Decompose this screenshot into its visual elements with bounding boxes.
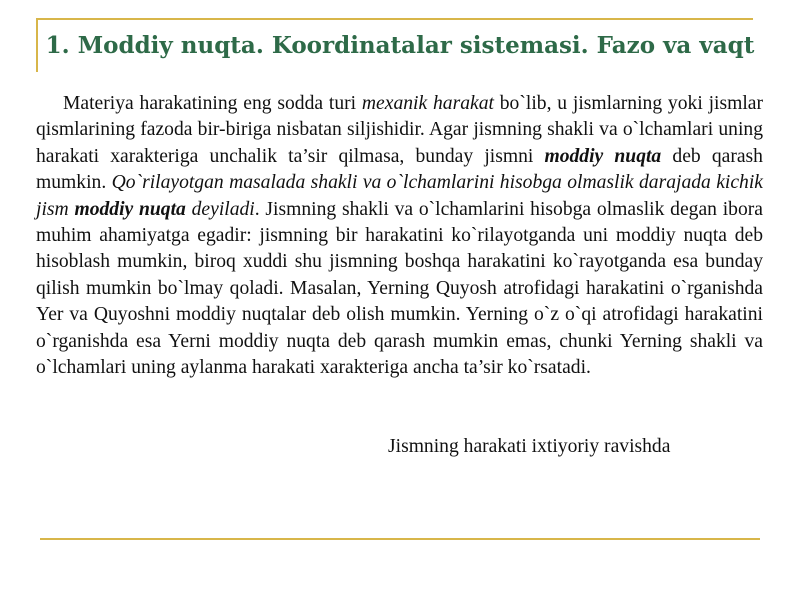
text-span: . Jismning shakli va o`lchamlarini hisobga olmaslik degan ibora muhim ahamiyatga egadir: jismning bir harakatini ko`rilayotganda uni moddiy nuqta deb hisoblash mumkin, biroq xuddi shu jismning boshqa harakatini ko`rayotganda esa bunday qilish mumkin bo`lmay qoladi. Masalan, Yerning Quyosh atrofidagi harakatini o`rganishda Yer va Quyoshni moddiy nuqtalar deb olish mumkin. Yerning o`z o`qi atrofidagi harakatini o`rganishda esa Yerni moddiy nuqta deb qarash mumkin emas, chunki Yerning shakli va o`lchamlari uning aylanma harakati xarakteriga ancha ta’sir ko`rsatadi.: [36, 198, 763, 379]
bold-italic-term-moddiy-nuqta: moddiy nuqta: [544, 145, 662, 167]
text-span: bo`lib, u jismlarning yoki jismlar qismlarining fazoda bir-biriga nisbatan siljishidir. Agar jismning shakli va o`lchamlari uning harakati xarakteriga unchalik ta’sir qilmasa, bunday jismni: [36, 93, 763, 167]
bold-italic-term-moddiy-nuqta-2: moddiy nuqta: [74, 198, 186, 220]
partial-line-text: Jismning harakati ixtiyoriy ravishda: [388, 436, 671, 457]
italic-definition: Qo`rilayotgan masalada shakli va o`lchamlarini hisobga olmaslik darajada kichik jism: [36, 172, 763, 220]
bottom-rule: [40, 538, 760, 540]
partial-next-line: [388, 434, 768, 457]
body-paragraph: [36, 91, 763, 381]
top-rule: [36, 18, 753, 20]
left-rule: [36, 18, 38, 72]
slide-title: 1. Moddiy nuqta. Koordinatalar sistemasi. Fazo va vaqt: [45, 32, 755, 59]
italic-term-mexanik-harakat: mexanik harakat: [361, 93, 494, 114]
text-span: Materiya harakatining eng sodda turi: [63, 93, 362, 114]
italic-definition-end: deyiladi: [185, 198, 255, 220]
text-span: deb qarash mumkin.: [36, 145, 763, 194]
